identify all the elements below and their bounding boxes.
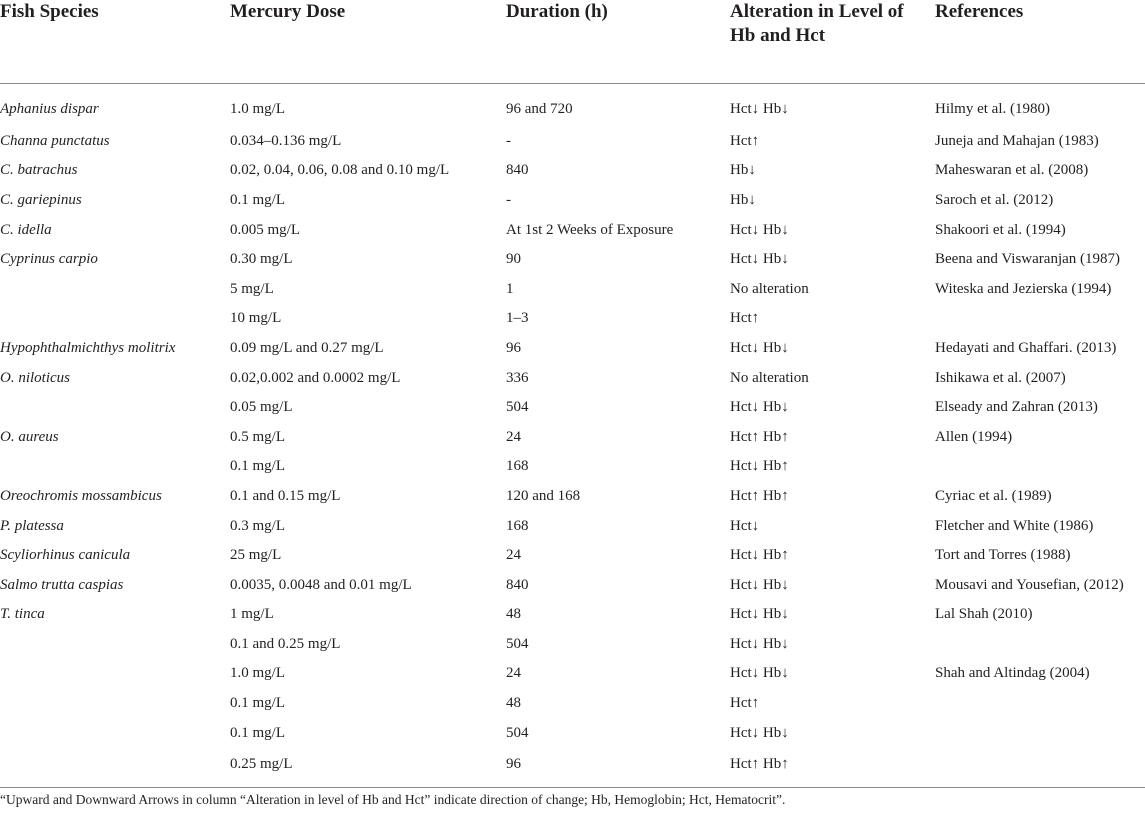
- cell-reference: Allen (1994): [935, 428, 1013, 445]
- cell-reference: Witeska and Jezierska (1994): [935, 280, 1112, 297]
- cell-alteration: Hct↓ Hb↓: [730, 101, 789, 117]
- cell-duration: -: [506, 191, 511, 208]
- cell-species: C. idella: [0, 221, 52, 238]
- cell-duration: 1: [506, 280, 514, 297]
- cell-species: [0, 747, 230, 788]
- cell-mercury-dose: 0.1 and 0.15 mg/L: [230, 487, 341, 504]
- cell-species: [0, 274, 230, 304]
- table-row: [0, 304, 1145, 334]
- table-row: [0, 511, 1145, 541]
- cell-species: Salmo trutta caspias: [0, 576, 124, 593]
- cell-alteration: Hb↓: [730, 191, 756, 208]
- header-duration: Duration (h): [506, 0, 730, 84]
- cell-duration: 48: [506, 695, 521, 712]
- cell-species: [0, 392, 230, 422]
- cell-reference: [935, 747, 1145, 788]
- cell-species: Hypophthalmichthys molitrix: [0, 339, 176, 356]
- cell-reference: Beena and Viswaranjan (1987): [935, 251, 1121, 268]
- cell-species: P. platessa: [0, 517, 64, 534]
- cell-reference: [935, 629, 1145, 659]
- table-row: [0, 274, 1145, 304]
- cell-species: Channa punctatus: [0, 132, 110, 149]
- table-row: [0, 363, 1145, 393]
- cell-mercury-dose: 1.0 mg/L: [230, 665, 285, 682]
- cell-duration: 504: [506, 399, 529, 416]
- table-row: [0, 215, 1145, 245]
- table-row: [0, 540, 1145, 570]
- table-row: [0, 688, 1145, 718]
- cell-alteration: Hct↓ Hb↓: [730, 576, 789, 593]
- cell-mercury-dose: 0.1 mg/L: [230, 191, 285, 208]
- table-row: [0, 422, 1145, 452]
- cell-duration: 840: [506, 576, 529, 593]
- cell-alteration: Hct↑ Hb↑: [730, 428, 789, 445]
- cell-alteration: Hct↓ Hb↓: [730, 221, 789, 238]
- cell-mercury-dose: 0.02,0.002 and 0.0002 mg/L: [230, 369, 401, 386]
- cell-alteration: Hct↑: [730, 132, 760, 149]
- table-row: [0, 156, 1145, 186]
- table-row: [0, 600, 1145, 630]
- cell-duration: 24: [506, 428, 521, 445]
- cell-species: Aphanius dispar: [0, 101, 99, 117]
- cell-mercury-dose: 5 mg/L: [230, 280, 274, 297]
- table-row: [0, 747, 1145, 788]
- cell-duration: 840: [506, 162, 529, 179]
- cell-species: [0, 304, 230, 334]
- cell-duration: At 1st 2 Weeks of Exposure: [506, 221, 674, 238]
- cell-alteration: Hct↓ Hb↓: [730, 724, 789, 741]
- cell-reference: Lal Shah (2010): [935, 606, 1033, 623]
- cell-mercury-dose: 1 mg/L: [230, 606, 274, 623]
- cell-reference: [935, 718, 1145, 748]
- cell-duration: 120 and 168: [506, 487, 581, 504]
- cell-mercury-dose: 25 mg/L: [230, 547, 282, 564]
- cell-reference: Juneja and Mahajan (1983): [935, 132, 1099, 149]
- cell-mercury-dose: 0.09 mg/L and 0.27 mg/L: [230, 339, 384, 356]
- cell-reference: Shakoori et al. (1994): [935, 221, 1066, 238]
- cell-duration: 336: [506, 369, 529, 386]
- table-body: [0, 84, 1145, 788]
- cell-species: Scyliorhinus canicula: [0, 547, 131, 564]
- cell-duration: 168: [506, 517, 529, 534]
- cell-alteration: Hct↓ Hb↓: [730, 665, 789, 682]
- cell-species: [0, 688, 230, 718]
- cell-reference: Shah and Altindag (2004): [935, 665, 1090, 682]
- table-row: [0, 84, 1145, 127]
- cell-reference: [935, 304, 1145, 334]
- cell-mercury-dose: 0.1 mg/L: [230, 724, 285, 741]
- cell-mercury-dose: 0.005 mg/L: [230, 221, 300, 238]
- cell-mercury-dose: 0.1 and 0.25 mg/L: [230, 635, 341, 652]
- cell-species: O. aureus: [0, 428, 59, 445]
- cell-alteration: Hb↓: [730, 162, 756, 179]
- cell-mercury-dose: 0.25 mg/L: [230, 747, 506, 788]
- table-row: [0, 629, 1145, 659]
- cell-reference: Maheswaran et al. (2008): [935, 162, 1089, 179]
- table-header-row: [0, 0, 1145, 84]
- cell-reference: Hedayati and Ghaffari. (2013): [935, 339, 1117, 356]
- cell-species: O. niloticus: [0, 369, 70, 386]
- cell-species: [0, 452, 230, 482]
- cell-mercury-dose: 0.02, 0.04, 0.06, 0.08 and 0.10 mg/L: [230, 162, 450, 179]
- cell-duration: 90: [506, 251, 521, 268]
- cell-mercury-dose: 0.0035, 0.0048 and 0.01 mg/L: [230, 576, 412, 593]
- cell-alteration: Hct↓: [730, 517, 760, 534]
- cell-species: [0, 629, 230, 659]
- cell-alteration: Hct↑: [730, 310, 760, 327]
- cell-alteration: Hct↓ Hb↓: [730, 339, 789, 356]
- table-row: [0, 185, 1145, 215]
- table-footnote: “Upward and Downward Arrows in column “Alteration in level of Hb and Hct” indicate direction of change; Hb, Hemoglobin; Hct, Hematocrit”.: [0, 792, 786, 807]
- cell-duration: 24: [506, 665, 521, 682]
- cell-reference: Saroch et al. (2012): [935, 191, 1054, 208]
- table-row: [0, 333, 1145, 363]
- cell-species: Oreochromis mossambicus: [0, 487, 162, 504]
- cell-reference: Fletcher and White (1986): [935, 517, 1094, 534]
- cell-duration: 168: [506, 458, 529, 475]
- cell-alteration: Hct↓ Hb↓: [730, 399, 789, 416]
- cell-duration: 504: [506, 724, 529, 741]
- cell-alteration: Hct↑ Hb↑: [730, 487, 789, 504]
- table-row: [0, 481, 1145, 511]
- cell-alteration: Hct↑ Hb↑: [730, 747, 935, 788]
- cell-mercury-dose: 0.1 mg/L: [230, 695, 285, 712]
- cell-duration: -: [506, 132, 511, 149]
- header-alteration: Alteration in Level of Hb and Hct: [730, 0, 935, 84]
- header-fish-species: Fish Species: [0, 0, 230, 84]
- cell-mercury-dose: 0.30 mg/L: [230, 251, 293, 268]
- cell-duration: 504: [506, 635, 529, 652]
- cell-duration: 96 and 720: [506, 101, 573, 117]
- cell-mercury-dose: 10 mg/L: [230, 310, 282, 327]
- cell-alteration: Hct↓ Hb↓: [730, 635, 789, 652]
- cell-species: C. batrachus: [0, 162, 78, 179]
- cell-reference: Hilmy et al. (1980): [935, 101, 1050, 117]
- cell-duration: 96: [506, 747, 730, 788]
- table-row: [0, 392, 1145, 422]
- cell-mercury-dose: 1.0 mg/L: [230, 101, 285, 117]
- cell-reference: [935, 688, 1145, 718]
- table-row: [0, 244, 1145, 274]
- cell-mercury-dose: 0.1 mg/L: [230, 458, 285, 475]
- cell-duration: 48: [506, 606, 521, 623]
- header-mercury-dose: Mercury Dose: [230, 0, 506, 84]
- cell-mercury-dose: 0.3 mg/L: [230, 517, 285, 534]
- cell-species: Cyprinus carpio: [0, 251, 98, 268]
- cell-mercury-dose: 0.05 mg/L: [230, 399, 293, 416]
- cell-mercury-dose: 0.5 mg/L: [230, 428, 285, 445]
- cell-species: T. tinca: [0, 606, 45, 623]
- cell-reference: Mousavi and Yousefian, (2012): [935, 576, 1124, 593]
- cell-reference: Tort and Torres (1988): [935, 547, 1071, 564]
- cell-reference: [935, 452, 1145, 482]
- table-row: [0, 452, 1145, 482]
- cell-duration: 24: [506, 547, 521, 564]
- cell-alteration: Hct↓ Hb↓: [730, 606, 789, 623]
- cell-reference: Cyriac et al. (1989): [935, 487, 1052, 504]
- cell-alteration: No alteration: [730, 369, 809, 386]
- cell-species: [0, 659, 230, 689]
- cell-duration: 1–3: [506, 310, 529, 327]
- cell-reference: Elseady and Zahran (2013): [935, 399, 1098, 416]
- cell-alteration: Hct↓ Hb↓: [730, 251, 789, 268]
- cell-duration: 96: [506, 339, 521, 356]
- cell-alteration: Hct↓ Hb↑: [730, 458, 789, 475]
- table-row: [0, 570, 1145, 600]
- table-row: [0, 126, 1145, 156]
- table-row: [0, 718, 1145, 748]
- table-row: [0, 659, 1145, 689]
- cell-mercury-dose: 0.034–0.136 mg/L: [230, 132, 342, 149]
- cell-alteration: Hct↑: [730, 695, 760, 712]
- header-references: References: [935, 0, 1145, 84]
- cell-alteration: No alteration: [730, 280, 809, 297]
- cell-alteration: Hct↓ Hb↑: [730, 547, 789, 564]
- cell-reference: Ishikawa et al. (2007): [935, 369, 1066, 386]
- cell-species: C. gariepinus: [0, 191, 82, 208]
- cell-species: [0, 718, 230, 748]
